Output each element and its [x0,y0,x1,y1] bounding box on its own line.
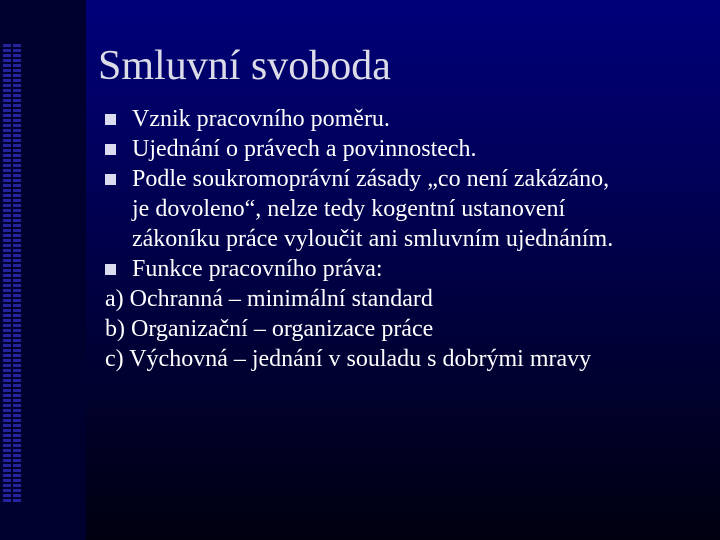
slide-title: Smluvní svoboda [98,43,391,89]
bullet-continuation: zákoníku práce vyloučit ani smluvním ujednáním. [132,226,614,252]
bullet-text: Funkce pracovního práva: [132,256,383,282]
function-item-b: b) Organizační – organizace práce [105,316,434,342]
bullet-text: Vznik pracovního poměru. [132,106,390,132]
bullet-item [105,164,705,194]
bullet-continuation: je dovoleno“, nelze tedy kogentní ustanovení [132,196,566,222]
square-bullet-icon [105,114,116,125]
slide-content [105,104,705,374]
bullet-item [105,254,705,284]
function-item-c: c) Výchovná – jednání v souladu s dobrými mravy [105,346,592,372]
bullet-text: Podle soukromoprávní zásady „co není zakázáno, [132,166,610,192]
square-bullet-icon [105,144,116,155]
bullet-text: Ujednání o právech a povinnostech. [132,136,477,162]
square-pattern-decoration [3,44,23,504]
square-bullet-icon [105,264,116,275]
bullet-item [105,104,705,134]
square-bullet-icon [105,174,116,185]
function-item-a: a) Ochranná – minimální standard [105,286,433,312]
bullet-item [105,134,705,164]
